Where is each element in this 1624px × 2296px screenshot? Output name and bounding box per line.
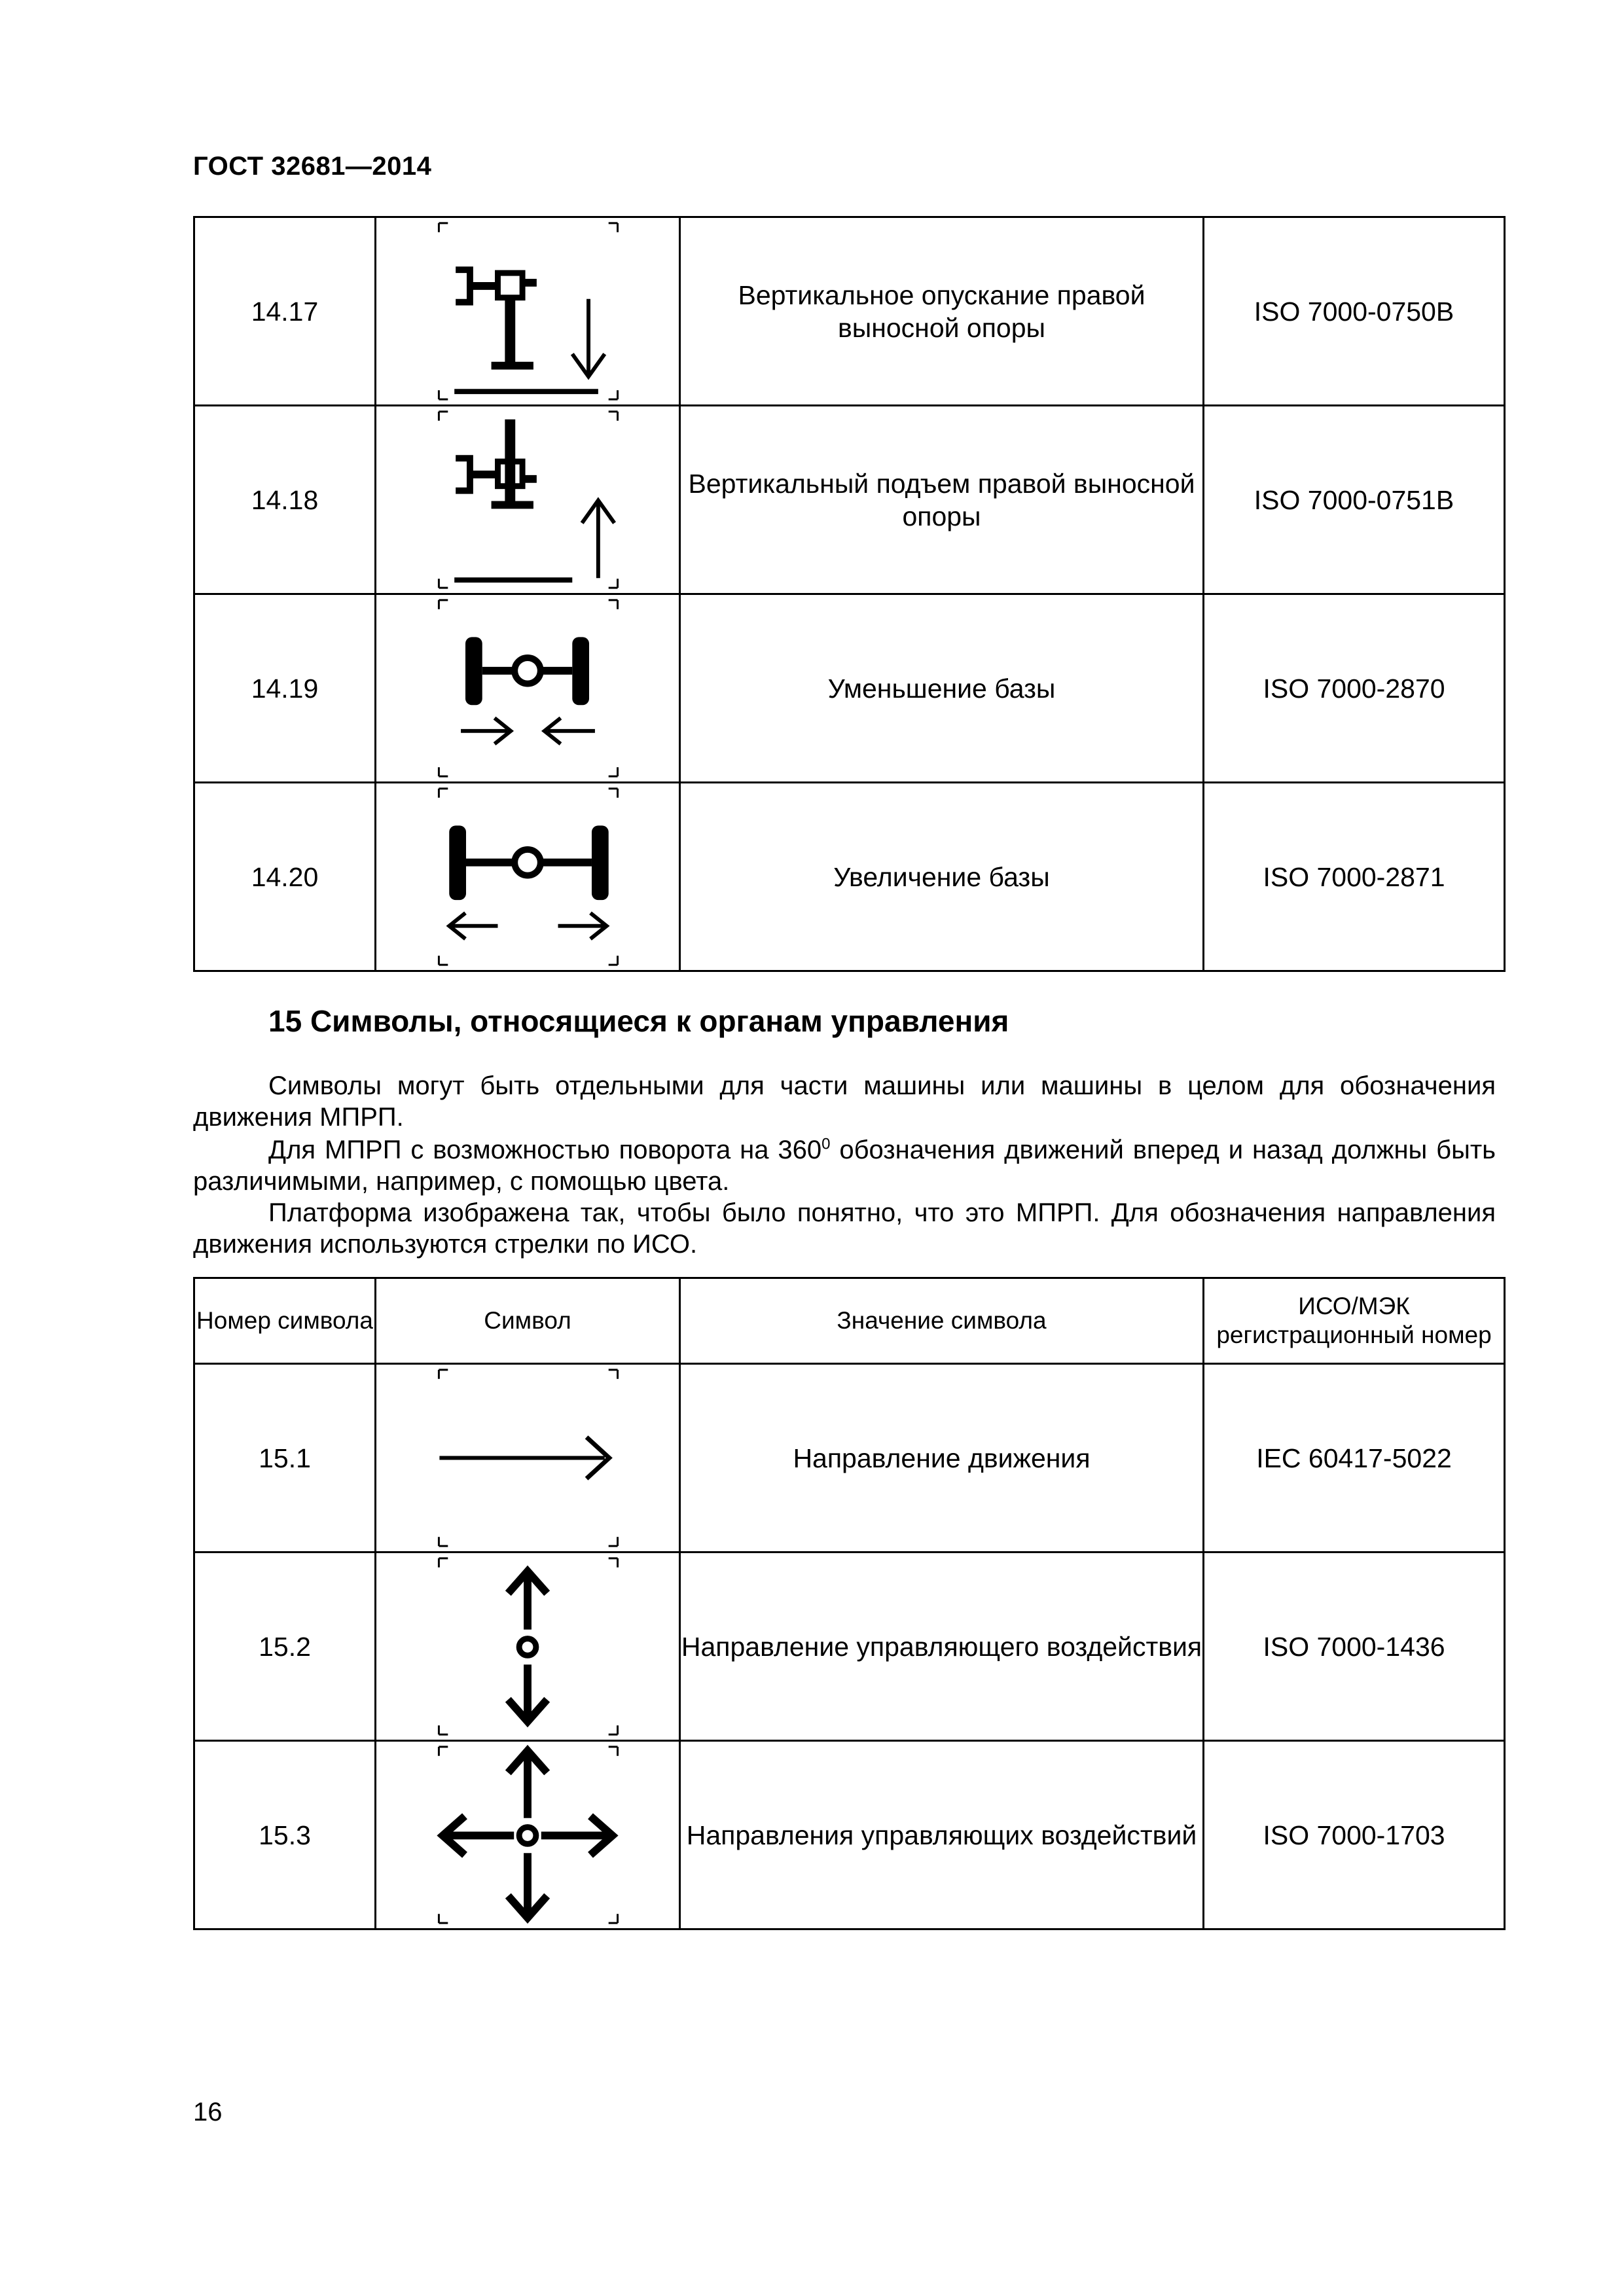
table-row bbox=[194, 783, 1505, 971]
arrow-right-icon bbox=[376, 1365, 679, 1551]
wheelbase-increase-icon bbox=[376, 783, 679, 970]
symbol-meaning: Направления управляющих воздействий bbox=[680, 1741, 1204, 1929]
table-row bbox=[194, 1552, 1505, 1741]
paragraph-text: Символы могут быть отдельными для части машины или машины в целом для обозначения движения МПРП. bbox=[193, 1071, 1496, 1132]
paragraph-text: обозначения движений вперед и назад должны быть различимыми, например, с помощью цвета. bbox=[193, 1136, 1496, 1196]
registration-number: ISO 7000-1703 bbox=[1204, 1741, 1505, 1929]
table-row bbox=[194, 1741, 1505, 1929]
wheelbase-decrease-icon bbox=[376, 595, 679, 781]
symbols-table-14 bbox=[193, 216, 1506, 972]
symbol-cell bbox=[376, 594, 680, 783]
paragraph bbox=[193, 1134, 1496, 1197]
symbol-meaning: Направление управляющего воздействия bbox=[680, 1552, 1204, 1741]
registration-number: ISO 7000-2871 bbox=[1204, 783, 1505, 971]
symbol-cell bbox=[376, 217, 680, 406]
section-title: 15 Символы, относящиеся к органам управления bbox=[268, 1004, 1009, 1038]
table-header-row bbox=[194, 1278, 1505, 1364]
symbol-number: 14.20 bbox=[194, 783, 376, 971]
header-meaning: Значение символа bbox=[680, 1278, 1204, 1364]
symbol-cell bbox=[376, 406, 680, 594]
superscript: 0 bbox=[821, 1135, 831, 1153]
symbol-number: 14.17 bbox=[194, 217, 376, 406]
control-direction-updown-icon bbox=[376, 1553, 679, 1740]
registration-number: ISO 7000-2870 bbox=[1204, 594, 1505, 783]
table-row bbox=[194, 406, 1505, 594]
registration-number: ISO 7000-0751B bbox=[1204, 406, 1505, 594]
header-number: Номер символа bbox=[194, 1278, 376, 1364]
registration-number: ISO 7000-1436 bbox=[1204, 1552, 1505, 1741]
header-registration: ИСО/МЭК регистрационный номер bbox=[1204, 1278, 1505, 1364]
paragraph bbox=[193, 1070, 1496, 1133]
header-symbol: Символ bbox=[376, 1278, 680, 1364]
registration-number: IEC 60417-5022 bbox=[1204, 1364, 1505, 1552]
paragraph bbox=[193, 1197, 1496, 1260]
symbol-cell bbox=[376, 1364, 680, 1552]
symbol-number: 15.2 bbox=[194, 1552, 376, 1741]
document-header: ГОСТ 32681—2014 bbox=[193, 152, 432, 181]
outrigger-raise-right-icon bbox=[376, 406, 679, 593]
registration-number: ISO 7000-0750B bbox=[1204, 217, 1505, 406]
symbol-cell bbox=[376, 1741, 680, 1929]
symbol-number: 14.19 bbox=[194, 594, 376, 783]
symbol-meaning: Вертикальный подъем правой выносной опоры bbox=[680, 406, 1204, 594]
symbol-number: 14.18 bbox=[194, 406, 376, 594]
symbol-meaning: Увеличение базы bbox=[680, 783, 1204, 971]
symbol-cell bbox=[376, 783, 680, 971]
outrigger-lower-right-icon bbox=[376, 218, 679, 404]
symbol-meaning: Направление движения bbox=[680, 1364, 1204, 1552]
table-row bbox=[194, 1364, 1505, 1552]
paragraph-text: Платформа изображена так, чтобы было понятно, что это МПРП. Для обозначения направления движения используются стрелки по ИСО. bbox=[193, 1198, 1496, 1259]
symbol-number: 15.1 bbox=[194, 1364, 376, 1552]
paragraph-text: Для МПРП с возможностью поворота на 360 bbox=[268, 1136, 822, 1164]
table-row bbox=[194, 594, 1505, 783]
control-direction-four-way-icon bbox=[376, 1742, 679, 1928]
table-row bbox=[194, 217, 1505, 406]
page-number: 16 bbox=[193, 2098, 223, 2126]
symbol-meaning: Вертикальное опускание правой выносной опоры bbox=[680, 217, 1204, 406]
symbol-meaning: Уменьшение базы bbox=[680, 594, 1204, 783]
symbol-cell bbox=[376, 1552, 680, 1741]
symbol-number: 15.3 bbox=[194, 1741, 376, 1929]
symbols-table-15 bbox=[193, 1277, 1506, 1930]
